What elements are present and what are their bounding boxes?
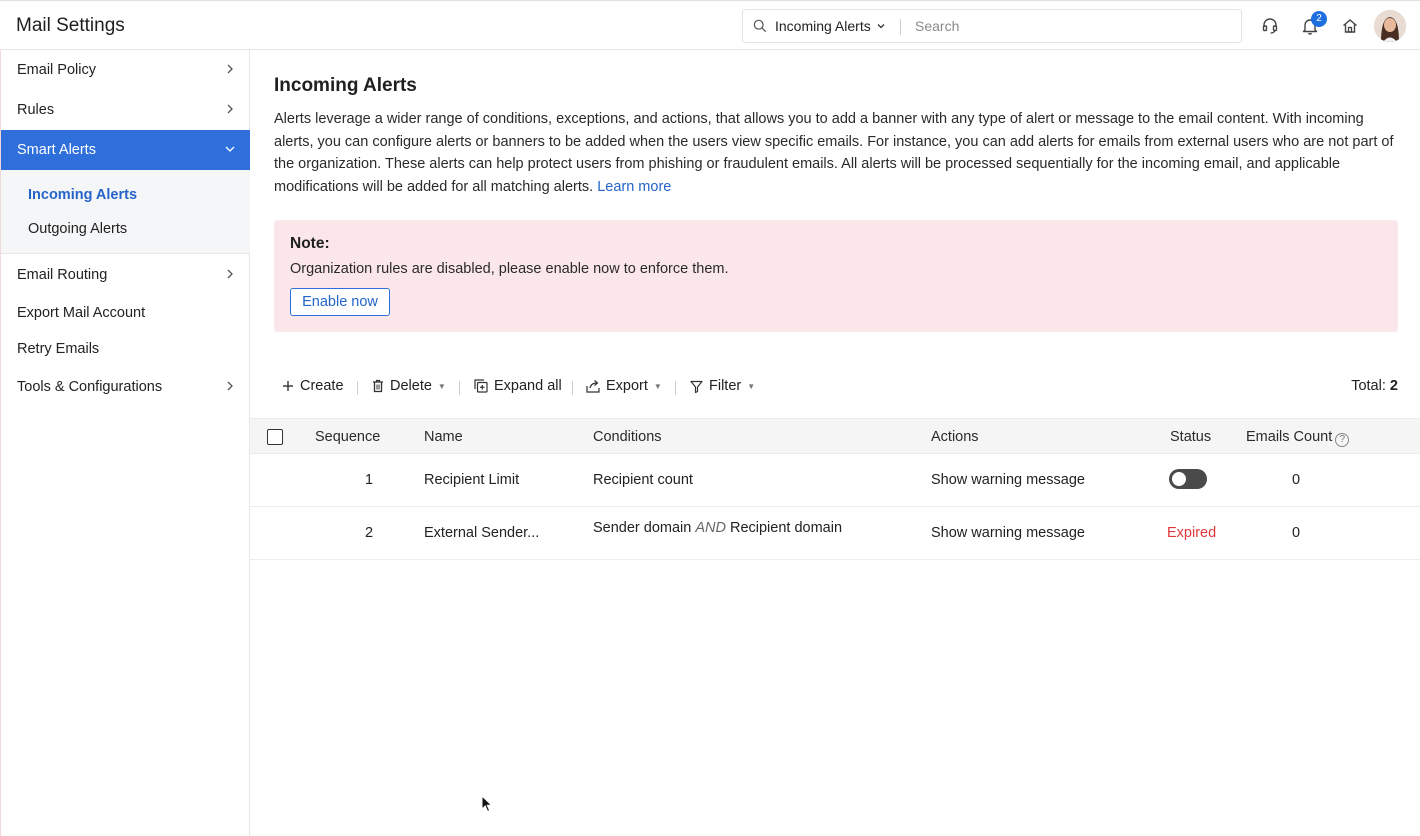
expand-all-label: Expand all [494, 378, 562, 394]
app-title: Mail Settings [16, 15, 125, 36]
sidebar-item-tools-configurations[interactable] [1, 367, 250, 407]
create-button[interactable] [282, 378, 344, 394]
sidebar-item-label: Email Routing [17, 267, 108, 283]
row-sequence: 1 [365, 472, 374, 488]
sidebar-item-smart-alerts[interactable] [1, 130, 250, 170]
search-scope-dropdown[interactable] [775, 18, 886, 34]
row-emails-count: 0 [1292, 525, 1301, 541]
create-label: Create [300, 378, 344, 394]
note-title: Note: [290, 235, 330, 252]
trash-icon [372, 379, 384, 393]
search-input[interactable] [915, 14, 1225, 38]
delete-button[interactable] [372, 378, 446, 394]
row-conditions [593, 520, 842, 536]
select-all-checkbox[interactable] [267, 429, 283, 445]
user-avatar[interactable] [1374, 10, 1406, 42]
table-header [250, 418, 1420, 454]
home-icon[interactable] [1341, 17, 1359, 35]
filter-label: Filter [709, 378, 742, 394]
chevron-right-icon [224, 268, 236, 280]
description-text: Alerts leverage a wider range of conditions, exceptions, and actions, that allows you to add a banner with any type of alert or message to the email content. With incoming alerts, you can configure alerts or banners to be added when the users view specific emails. For instance, you can add alerts for emails from external users who are not part of the organization. These alerts can help protect users from phishing or fraudulent emails. All alerts will be processed sequentially for the incoming email, and applicable modifications will be added for all matching alerts. [274, 111, 1394, 195]
row-name[interactable]: External Sender... [424, 525, 540, 541]
row-emails-count: 0 [1292, 472, 1301, 488]
export-label: Export [606, 378, 648, 394]
toggle-knob [1172, 472, 1186, 486]
caret-down-icon: ▼ [653, 381, 662, 391]
sidebar-item-label: Rules [17, 102, 55, 118]
row-sequence: 2 [365, 525, 374, 541]
sidebar-item-email-policy[interactable] [1, 50, 250, 90]
filter-icon [690, 380, 703, 393]
smart-alerts-submenu [1, 170, 250, 254]
column-header-actions[interactable]: Actions [931, 429, 979, 445]
table-toolbar [274, 372, 1398, 402]
total-value: 2 [1389, 378, 1398, 394]
search-divider [900, 19, 901, 35]
global-search-box[interactable] [742, 9, 1242, 43]
main-content [250, 50, 1420, 836]
export-icon [586, 379, 600, 393]
row-action: Show warning message [931, 472, 1085, 488]
row-conditions [593, 472, 693, 488]
column-header-sequence[interactable]: Sequence [315, 429, 381, 445]
sidebar-subitem-outgoing-alerts[interactable]: Outgoing Alerts [28, 221, 128, 237]
column-header-status[interactable]: Status [1170, 429, 1212, 445]
sidebar-item-label: Email Policy [17, 62, 96, 78]
support-headset-icon[interactable] [1261, 17, 1279, 35]
expand-all-button[interactable] [474, 378, 562, 394]
sidebar-item-label: Smart Alerts [17, 142, 96, 158]
caret-down-icon: ▼ [747, 381, 756, 391]
toolbar-separator [357, 381, 358, 395]
note-banner [274, 220, 1398, 332]
top-header [0, 0, 1420, 50]
caret-down-icon: ▼ [437, 381, 446, 391]
condition-text: Recipient domain [729, 520, 843, 536]
page-title: Incoming Alerts [274, 75, 417, 96]
mouse-cursor-icon [481, 795, 493, 813]
condition-text: Recipient count [593, 472, 693, 488]
settings-sidebar [0, 50, 250, 836]
page-description [274, 108, 1399, 198]
table-row[interactable] [250, 454, 1420, 507]
row-name[interactable]: Recipient Limit [424, 472, 520, 488]
toolbar-separator [572, 381, 573, 395]
chevron-down-icon [224, 143, 236, 155]
sidebar-item-label: Tools & Configurations [17, 379, 163, 395]
status-toggle[interactable] [1169, 469, 1207, 489]
chevron-right-icon [224, 380, 236, 392]
chevron-right-icon [224, 103, 236, 115]
total-count [1351, 378, 1398, 394]
column-header-name[interactable]: Name [424, 429, 463, 445]
export-button[interactable] [586, 378, 662, 394]
notification-count-badge: 2 [1311, 11, 1327, 27]
help-icon[interactable]: ? [1335, 433, 1349, 447]
column-header-conditions[interactable]: Conditions [593, 429, 662, 445]
emails-count-label: Emails Count [1246, 429, 1333, 445]
column-header-emails-count[interactable] [1246, 429, 1349, 447]
sidebar-item-label: Export Mail Account [17, 305, 146, 321]
toolbar-separator [459, 381, 460, 395]
enable-now-button[interactable]: Enable now [290, 288, 390, 316]
search-scope-label: Incoming Alerts [775, 18, 871, 34]
toolbar-separator [675, 381, 676, 395]
learn-more-link[interactable]: Learn more [597, 178, 672, 195]
plus-icon [282, 380, 294, 392]
row-action: Show warning message [931, 525, 1085, 541]
sidebar-item-export-mail-account[interactable] [1, 293, 250, 333]
expand-icon [474, 379, 488, 393]
note-text: Organization rules are disabled, please enable now to enforce them. [290, 261, 729, 277]
filter-button[interactable] [690, 378, 755, 394]
sidebar-item-label: Retry Emails [17, 341, 100, 357]
sidebar-item-retry-emails[interactable] [1, 329, 250, 369]
table-row[interactable] [250, 507, 1420, 560]
condition-operator: AND [695, 520, 726, 536]
status-badge: Expired [1167, 525, 1217, 541]
delete-label: Delete [390, 378, 432, 394]
chevron-down-icon [876, 21, 886, 31]
condition-text: Sender domain [593, 520, 692, 536]
sidebar-subitem-incoming-alerts[interactable]: Incoming Alerts [28, 187, 138, 203]
total-label: Total: [1351, 378, 1386, 394]
sidebar-item-rules[interactable] [1, 90, 250, 130]
chevron-right-icon [224, 63, 236, 75]
search-icon [753, 19, 767, 33]
sidebar-item-email-routing[interactable] [1, 255, 250, 295]
